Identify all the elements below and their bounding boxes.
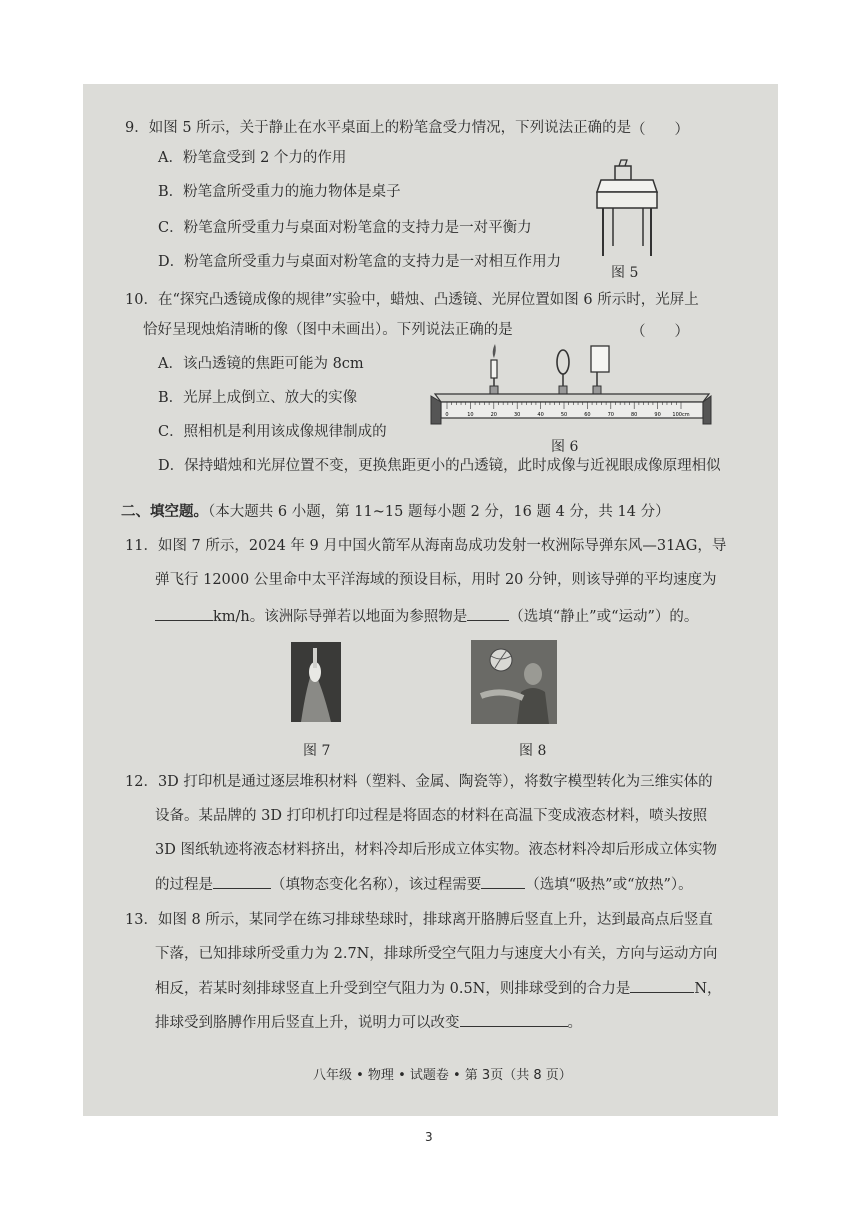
- section2-title: 二、填空题。: [121, 504, 208, 520]
- section2-note: （本大题共 6 小题，第 11~15 题每小题 2 分，16 题 4 分，共 14 分）: [208, 504, 670, 520]
- q13-line1: 13．如图 8 所示，某同学在练习排球垫球时，排球离开胳膊后竖直上升，达到最高点后竖直: [125, 912, 713, 928]
- q10-answer-paren: （ ）: [631, 324, 689, 340]
- q9-stem: 9．如图 5 所示，关于静止在水平桌面上的粉笔盒受力情况，下列说法正确的是: [125, 120, 632, 136]
- q13-line4: [155, 1012, 582, 1033]
- q12-line4: [155, 874, 693, 895]
- q10-option-a: A．该凸透镜的焦距可能为 8cm: [158, 356, 364, 372]
- q10-stem-line2: 恰好呈现烛焰清晰的像（图中未画出）。下列说法正确的是: [143, 322, 513, 338]
- figure6-optical-bench: [431, 342, 711, 442]
- q10-option-b: B．光屏上成倒立、放大的实像: [158, 390, 358, 406]
- figure6-caption: 图 6: [551, 439, 579, 455]
- figure8-caption: 图 8: [519, 743, 547, 759]
- q13-line4-text-a: 排球受到胳膊作用后竖直上升，说明力可以改变: [155, 1015, 460, 1031]
- figure8-volleyball-photo: [471, 640, 557, 724]
- q10-stem-line1: 10．在“探究凸透镜成像的规律”实验中，蜡烛、凸透镜、光屏位置如图 6 所示时，光屏上: [125, 292, 699, 308]
- ruler-tick-label: 90: [654, 412, 661, 418]
- ruler-tick-label: 0: [445, 412, 449, 418]
- q9-answer-paren: （ ）: [631, 122, 689, 138]
- figure5-table-chalkbox: [593, 158, 663, 268]
- section2-heading: [121, 502, 670, 522]
- q11-motion-blank[interactable]: [467, 606, 509, 621]
- q13-line3-text-b: N，: [694, 981, 722, 997]
- q10-option-d: D．保持蜡烛和光屏位置不变，更换焦距更小的凸透镜，此时成像与近视眼成像原理相似: [158, 458, 721, 474]
- ruler-tick-label: 100cm: [672, 412, 690, 418]
- ruler-tick-label: 50: [560, 412, 568, 418]
- figure7-caption: 图 7: [303, 743, 331, 759]
- q12-line1: 12．3D 打印机是通过逐层堆积材料（塑料、金属、陶瓷等），将数字模型转化为三维实体的: [125, 774, 713, 790]
- q9-option-a: A．粉笔盒受到 2 个力的作用: [158, 150, 347, 166]
- ruler-tick-label: 40: [537, 412, 544, 418]
- q12-phase-change-blank[interactable]: [213, 874, 271, 889]
- q11-speed-blank[interactable]: [155, 606, 213, 621]
- ruler-tick-label: 10: [467, 412, 474, 418]
- q12-line4-text-c: （选填“吸热”或“放热”）。: [525, 877, 693, 893]
- q12-line3: 3D 图纸轨迹将液态材料挤出，材料冷却后形成立体实物。液态材料冷却后形成立体实物: [155, 842, 717, 858]
- ruler-tick-label: 80: [631, 412, 638, 418]
- q12-line4-text-b: （填物态变化名称），该过程需要: [271, 877, 482, 893]
- q9-option-d: D．粉笔盒所受重力与桌面对粉笔盒的支持力是一对相互作用力: [158, 254, 562, 270]
- q10-option-c: C．照相机是利用该成像规律制成的: [158, 424, 387, 440]
- q12-heat-blank[interactable]: [481, 874, 525, 889]
- page-number: 3: [425, 1130, 433, 1144]
- q13-net-force-blank[interactable]: [630, 978, 694, 993]
- q13-line2: 下落，已知排球所受重力为 2.7N，排球所受空气阻力与速度大小有关，方向与运动方向: [155, 946, 718, 962]
- q9-option-b: B．粉笔盒所受重力的施力物体是桌子: [158, 184, 401, 200]
- page-footer: 八年级 • 物理 • 试题卷 • 第 3页（共 8 页）: [313, 1068, 572, 1083]
- figure5-caption: 图 5: [611, 265, 639, 281]
- ruler-tick-label: 20: [490, 412, 497, 418]
- q11-line3-text-a: km/h。该洲际导弹若以地面为参照物是: [213, 609, 468, 625]
- ruler-tick-label: 70: [607, 412, 614, 418]
- ruler-tick-label: 30: [514, 412, 521, 418]
- q11-line1: 11．如图 7 所示，2024 年 9 月中国火箭军从海南岛成功发射一枚洲际导弹东风—31AG，导: [125, 538, 727, 554]
- figure7-missile-photo: [291, 642, 341, 722]
- ruler-tick-label: 60: [584, 412, 591, 418]
- q13-line3: [155, 978, 722, 999]
- q13-line4-text-b: 。: [567, 1015, 582, 1031]
- q13-effect-blank[interactable]: [460, 1012, 568, 1027]
- q11-line3: [155, 606, 698, 627]
- q11-line2: 弹飞行 12000 公里命中太平洋海域的预设目标，用时 20 分钟，则该导弹的平均速度为: [155, 572, 717, 588]
- q9-option-c: C．粉笔盒所受重力与桌面对粉笔盒的支持力是一对平衡力: [158, 220, 532, 236]
- q13-line3-text-a: 相反，若某时刻排球竖直上升受到空气阻力为 0.5N，则排球受到的合力是: [155, 981, 631, 997]
- exam-page-photo: [83, 84, 778, 1116]
- q11-line3-text-b: （选填“静止”或“运动”）的。: [509, 609, 699, 625]
- q12-line2: 设备。某品牌的 3D 打印机打印过程是将固态的材料在高温下变成液态材料，喷头按照: [155, 808, 708, 824]
- q12-line4-text-a: 的过程是: [155, 877, 213, 893]
